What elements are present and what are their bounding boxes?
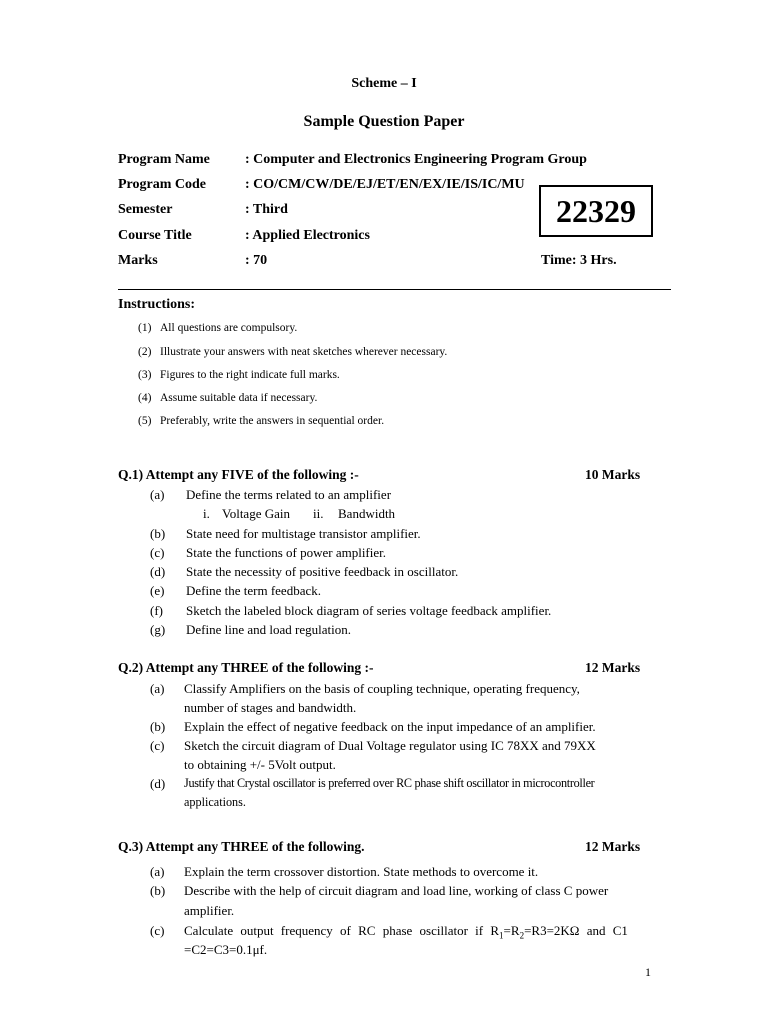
instruction-number: (2) bbox=[138, 346, 152, 358]
q1-e-label: (e) bbox=[150, 583, 165, 598]
q2-marks: 12 Marks bbox=[585, 660, 641, 675]
q3-c-text-line2: =C2=C3=0.1μf. bbox=[184, 942, 268, 957]
time-label: Time: 3 Hrs. bbox=[541, 253, 617, 268]
q3-a-label: (a) bbox=[150, 864, 165, 879]
q2-c-text-line2: to obtaining +/- 5Volt output. bbox=[184, 757, 336, 772]
q3-c-subscript: 2 bbox=[519, 930, 525, 941]
q2-d-label: (d) bbox=[150, 776, 166, 791]
q1-a-sub-i-text: Voltage Gain bbox=[222, 506, 290, 521]
q1-a-label: (a) bbox=[150, 487, 165, 502]
instruction-text: Assume suitable data if necessary. bbox=[160, 392, 318, 404]
q1-d-text: State the necessity of positive feedback in oscillator. bbox=[186, 564, 459, 579]
q1-a-sub-ii-num: ii. bbox=[313, 506, 324, 521]
q3-c-text-line1 bbox=[184, 923, 628, 941]
q1-c-text: State the functions of power amplifier. bbox=[186, 545, 387, 560]
q2-b-text: Explain the effect of negative feedback on the input impedance of an amplifier. bbox=[184, 719, 596, 734]
q1-heading: Q.1) Attempt any FIVE of the following :- bbox=[118, 467, 359, 482]
q1-c-label: (c) bbox=[150, 545, 165, 560]
q3-b-text-line2: amplifier. bbox=[184, 903, 235, 918]
q2-heading: Q.2) Attempt any THREE of the following :- bbox=[118, 660, 374, 675]
q2-c-label: (c) bbox=[150, 738, 165, 753]
q3-b-label: (b) bbox=[150, 883, 166, 898]
page-title: Sample Question Paper bbox=[303, 113, 465, 130]
instruction-text: Figures to the right indicate full marks. bbox=[160, 369, 340, 381]
program-code-value: : CO/CM/CW/DE/EJ/ET/EN/EX/IE/IS/IC/MU bbox=[245, 177, 525, 192]
scheme-label: Scheme – I bbox=[351, 76, 417, 91]
program-name-value: : Computer and Electronics Engineering Program Group bbox=[245, 152, 587, 167]
semester-label: Semester bbox=[118, 202, 173, 217]
course-code-box: 22329 bbox=[539, 185, 653, 237]
course-title-label: Course Title bbox=[118, 228, 192, 243]
q1-a-sub-ii-text: Bandwidth bbox=[338, 506, 396, 521]
q3-c-subscript: 1 bbox=[499, 930, 504, 941]
q2-a-text-line2: number of stages and bandwidth. bbox=[184, 700, 357, 715]
q3-marks: 12 Marks bbox=[585, 839, 641, 854]
q1-d-label: (d) bbox=[150, 564, 166, 579]
instruction-number: (4) bbox=[138, 392, 152, 404]
q3-c-text-part: Calculate output frequency of RC phase oscillator if R bbox=[184, 923, 500, 938]
q3-c-label: (c) bbox=[150, 923, 165, 938]
instructions-heading: Instructions: bbox=[118, 297, 196, 312]
program-name-label: Program Name bbox=[118, 152, 210, 167]
q1-b-label: (b) bbox=[150, 526, 166, 541]
marks-value: : 70 bbox=[245, 253, 268, 268]
course-title-value: : Applied Electronics bbox=[245, 228, 370, 243]
q1-marks: 10 Marks bbox=[585, 467, 641, 482]
q2-d-text-line2: applications. bbox=[184, 795, 246, 809]
q1-g-label: (g) bbox=[150, 622, 166, 637]
q2-a-text-line1: Classify Amplifiers on the basis of coupling technique, operating frequency, bbox=[184, 681, 580, 696]
q2-b-label: (b) bbox=[150, 719, 166, 734]
marks-label: Marks bbox=[118, 253, 158, 268]
q2-a-label: (a) bbox=[150, 681, 165, 696]
q1-e-text: Define the term feedback. bbox=[186, 583, 321, 598]
instruction-number: (3) bbox=[138, 369, 152, 381]
q1-b-text: State need for multistage transistor amplifier. bbox=[186, 526, 421, 541]
q1-f-label: (f) bbox=[150, 603, 163, 618]
instruction-text: Preferably, write the answers in sequential order. bbox=[160, 415, 385, 427]
divider-line bbox=[118, 289, 671, 290]
q2-d-text-line1: Justify that Crystal oscillator is preferred over RC phase shift oscillator in microcontroller bbox=[184, 776, 595, 790]
instruction-text: Illustrate your answers with neat sketches wherever necessary. bbox=[160, 346, 448, 358]
instruction-number: (5) bbox=[138, 415, 152, 427]
q3-c-text-part: =R bbox=[503, 923, 520, 938]
page-number: 1 bbox=[645, 965, 651, 979]
q1-g-text: Define line and load regulation. bbox=[186, 622, 351, 637]
q3-a-text: Explain the term crossover distortion. State methods to overcome it. bbox=[184, 864, 539, 879]
program-code-label: Program Code bbox=[118, 177, 206, 192]
q3-b-text-line1: Describe with the help of circuit diagram and load line, working of class C power bbox=[184, 883, 609, 898]
instruction-text: All questions are compulsory. bbox=[160, 322, 298, 334]
semester-value: : Third bbox=[245, 202, 288, 217]
q3-c-text-part: =R3=2KΩ and C1 bbox=[524, 923, 628, 938]
q1-a-text: Define the terms related to an amplifier bbox=[186, 487, 392, 502]
q3-heading: Q.3) Attempt any THREE of the following. bbox=[118, 839, 365, 854]
q2-c-text-line1: Sketch the circuit diagram of Dual Voltage regulator using IC 78XX and 79XX bbox=[184, 738, 596, 753]
instruction-number: (1) bbox=[138, 322, 152, 334]
q1-a-sub-i-num: i. bbox=[203, 506, 210, 521]
q1-f-text: Sketch the labeled block diagram of series voltage feedback amplifier. bbox=[186, 603, 552, 618]
